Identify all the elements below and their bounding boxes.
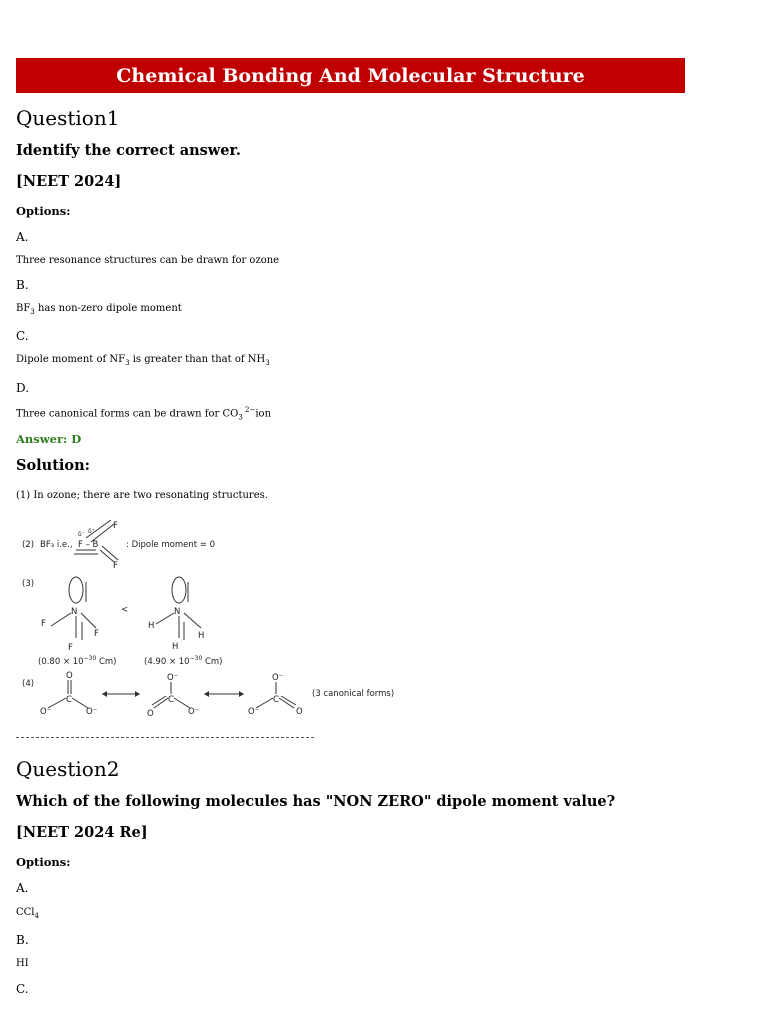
svg-text:O⁻: O⁻ <box>248 707 260 717</box>
svg-text:F: F <box>113 561 118 571</box>
svg-text:BF₃ i.e.,: BF₃ i.e., <box>40 540 73 550</box>
svg-text:F: F <box>68 643 73 653</box>
svg-text:O⁻: O⁻ <box>167 673 179 683</box>
svg-text:O⁻: O⁻ <box>40 707 52 717</box>
option-d-letter: D. <box>16 381 30 395</box>
question-1-exam: [NEET 2024] <box>16 173 122 190</box>
q2-option-a-letter: A. <box>16 881 29 895</box>
svg-text:C: C <box>66 695 72 705</box>
svg-text:F – B: F – B <box>78 540 99 550</box>
svg-text:O⁻: O⁻ <box>86 707 98 717</box>
svg-text:O: O <box>147 709 154 719</box>
option-c-letter: C. <box>16 329 29 343</box>
solution-line-1: (1) In ozone; there are two resonating structures. <box>16 490 268 501</box>
svg-text:O: O <box>66 671 73 681</box>
q2-option-b-letter: B. <box>16 933 29 947</box>
svg-text:H: H <box>172 642 179 652</box>
question-1-answer: Answer: D <box>16 432 82 446</box>
option-c-text: Dipole moment of $NF_3$ is greater than that of $NH_3$ <box>16 354 270 367</box>
svg-text:O: O <box>296 707 303 717</box>
svg-text:(4): (4) <box>22 679 35 689</box>
option-a-text: Three resonance structures can be drawn for ozone <box>16 255 280 266</box>
svg-text:δ⁺: δ⁺ <box>88 528 95 535</box>
svg-text:C: C <box>168 695 174 705</box>
section-divider <box>16 737 314 738</box>
q2-option-c-letter: C. <box>16 982 29 996</box>
solution-diagram <box>16 508 416 723</box>
svg-text:N: N <box>174 607 181 617</box>
svg-text:(4.90 × 10−30 Cm): ($4.90 \times 10^{-30}$ Cm) <box>144 655 223 667</box>
option-b-text: $BF_3$ has non-zero dipole moment <box>16 303 182 316</box>
option-a-letter: A. <box>16 230 29 244</box>
solution-label: Solution: <box>16 457 90 474</box>
svg-text:<: < <box>121 605 129 615</box>
question-2-prompt: Which of the following molecules has "NON ZERO" dipole moment value? <box>16 793 616 810</box>
svg-text:C: C <box>273 695 279 705</box>
svg-text:O⁻: O⁻ <box>272 673 284 683</box>
svg-text:F: F <box>113 521 118 531</box>
option-d-text: Three canonical forms can be drawn for $CO_3$ $^{2-}$ion <box>16 406 272 422</box>
svg-text:O⁻: O⁻ <box>188 707 200 717</box>
chapter-banner <box>16 58 685 93</box>
svg-text:H: H <box>148 621 155 631</box>
svg-text:(0.80 × 10−30 Cm): ($0.80 \times 10^{-30}$ Cm) <box>38 655 117 667</box>
question-1-title: Question1 <box>16 106 120 130</box>
question-2-title: Question2 <box>16 757 120 781</box>
svg-text:H: H <box>198 631 205 641</box>
svg-text:(2): (2) <box>22 540 35 550</box>
q2-option-b-text: HI <box>16 958 29 969</box>
q2-option-a-text: CCl$_4$ <box>16 907 39 920</box>
question-1-options-label: Options: <box>16 204 71 218</box>
svg-text:N: N <box>71 607 78 617</box>
chapter-title: Chemical Bonding And Molecular Structure <box>116 64 585 87</box>
svg-text:(3 canonical forms): (3 canonical forms) <box>312 689 395 699</box>
svg-text:(3): (3) <box>22 579 35 589</box>
question-2-options-label: Options: <box>16 855 71 869</box>
svg-text:F: F <box>41 619 46 629</box>
svg-text:: Dipole moment = 0: : Dipole moment = 0 <box>126 540 216 550</box>
option-b-letter: B. <box>16 278 29 292</box>
svg-text:F: F <box>94 629 99 639</box>
question-2-exam: [NEET 2024 Re] <box>16 824 148 841</box>
question-1-prompt: Identify the correct answer. <box>16 142 241 159</box>
svg-text:δ⁻: δ⁻ <box>78 531 85 538</box>
